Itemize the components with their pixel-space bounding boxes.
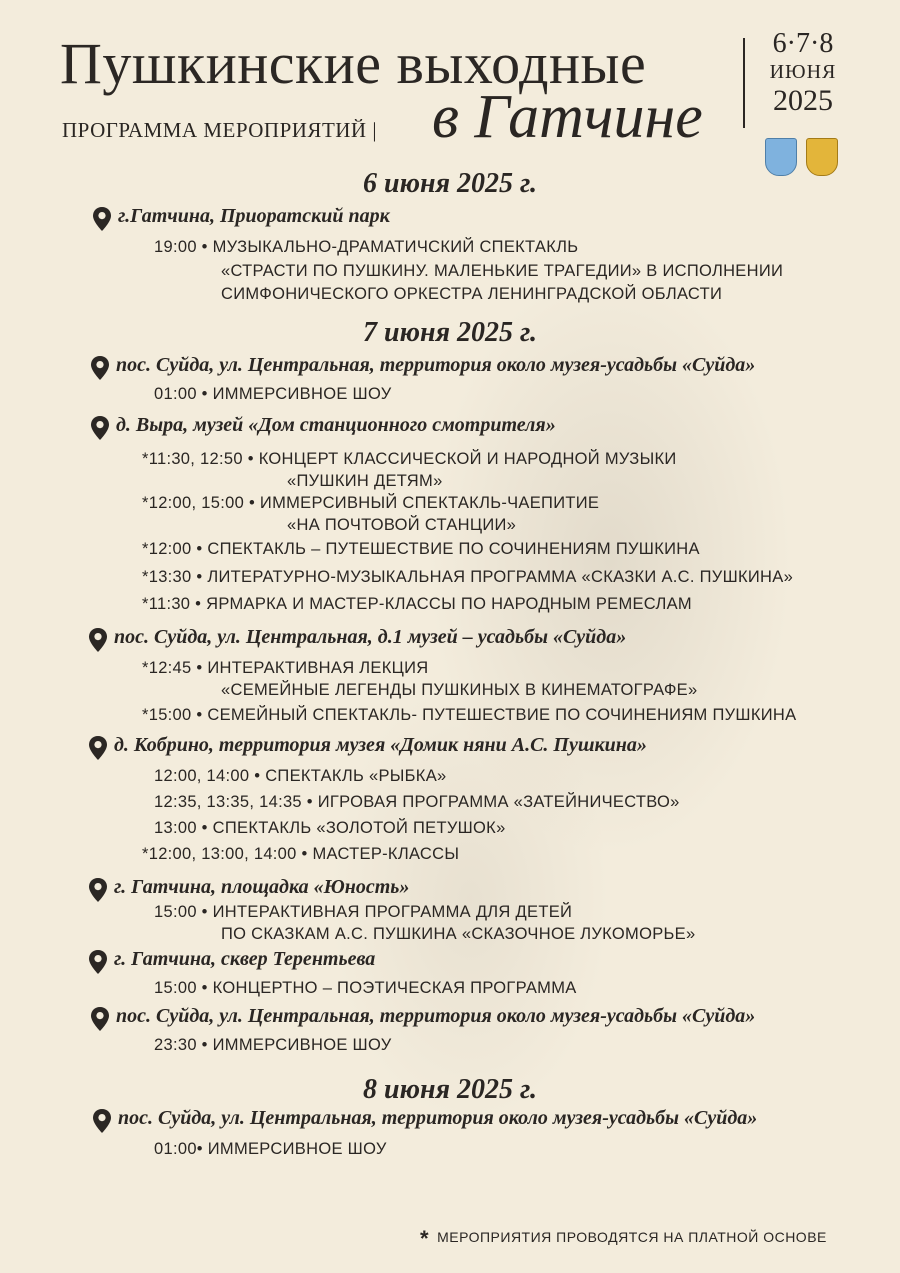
event-line: *12:00, 15:00 • ИММЕРСИВНЫЙ СПЕКТАКЛЬ-ЧАЕПИТИЕ — [142, 494, 600, 512]
venue-label: д. Кобрино, территория музея «Домик няни А.С. Пушкина» — [114, 734, 647, 756]
map-pin-icon — [90, 356, 110, 380]
map-pin-icon — [90, 416, 110, 440]
event-line: 13:00 • СПЕКТАКЛЬ «ЗОЛОТОЙ ПЕТУШОК» — [154, 819, 506, 837]
page-title: Пушкинские выходные — [60, 31, 647, 96]
event-line: *15:00 • СЕМЕЙНЫЙ СПЕКТАКЛЬ- ПУТЕШЕСТВИЕ ПО СОЧИНЕНИЯМ ПУШКИНА — [142, 706, 797, 724]
asterisk-icon: * — [420, 1226, 430, 1251]
venue-label: пос. Суйда, ул. Центральная, территория около музея-усадьбы «Суйда» — [116, 354, 756, 376]
event-line: 01:00 • ИММЕРСИВНОЕ ШОУ — [154, 385, 392, 403]
venue — [118, 205, 390, 228]
event-line: 12:35, 13:35, 14:35 • ИГРОВАЯ ПРОГРАММА «ЗАТЕЙНИЧЕСТВО» — [154, 793, 680, 811]
event-line: 12:00, 14:00 • СПЕКТАКЛЬ «РЫБКА» — [154, 767, 447, 785]
dates-year: 2025 — [773, 84, 833, 117]
dates-month: ИЮНЯ — [769, 61, 837, 83]
venue-label: г.Гатчина, Приоратский парк — [118, 205, 390, 227]
event-line: *13:30 • ЛИТЕРАТУРНО-МУЗЫКАЛЬНАЯ ПРОГРАММА «СКАЗКИ А.С. ПУШКИНА» — [142, 568, 794, 586]
event-line: 15:00 • КОНЦЕРТНО – ПОЭТИЧЕСКАЯ ПРОГРАММА — [154, 979, 577, 997]
day-heading: 8 июня 2025 г. — [363, 1074, 537, 1105]
venue-label: г. Гатчина, площадка «Юность» — [114, 876, 410, 898]
venue — [114, 948, 375, 971]
venue-label: пос. Суйда, ул. Центральная, д.1 музей – усадьбы «Суйда» — [114, 626, 627, 648]
festival-dates — [758, 30, 848, 116]
event-line: *11:30, 12:50 • КОНЦЕРТ КЛАССИЧЕСКОЙ И НАРОДНОЙ МУЗЫКИ — [142, 450, 677, 468]
event-line: *12:00, 13:00, 14:00 • МАСТЕР-КЛАССЫ — [142, 845, 460, 863]
event-line: 01:00• ИММЕРСИВНОЕ ШОУ — [154, 1140, 387, 1158]
map-pin-icon — [88, 736, 108, 760]
venue-label: г. Гатчина, сквер Терентьева — [114, 948, 376, 970]
day-heading: 6 июня 2025 г. — [363, 168, 537, 199]
event-line: 15:00 • ИНТЕРАКТИВНАЯ ПРОГРАММА ДЛЯ ДЕТЕЙ — [154, 903, 573, 921]
header-divider — [743, 38, 745, 128]
event-line: *12:45 • ИНТЕРАКТИВНАЯ ЛЕКЦИЯ — [142, 659, 429, 677]
venue-label: д. Выра, музей «Дом станционного смотрителя» — [116, 414, 556, 436]
dates-days: 6·7·8 — [772, 28, 834, 59]
venue — [118, 1107, 757, 1130]
venue — [116, 354, 755, 377]
footer-note — [420, 1226, 827, 1252]
event-line: ПО СКАЗКАМ А.С. ПУШКИНА «СКАЗОЧНОЕ ЛУКОМОРЬЕ» — [221, 925, 696, 943]
map-pin-icon — [92, 1109, 112, 1133]
venue-label: пос. Суйда, ул. Центральная, территория около музея-усадьбы «Суйда» — [118, 1107, 758, 1129]
event-line: «ПУШКИН ДЕТЯМ» — [287, 472, 443, 490]
day-heading: 7 июня 2025 г. — [363, 317, 537, 348]
event-line: 23:30 • ИММЕРСИВНОЕ ШОУ — [154, 1036, 392, 1054]
footer-note-text: МЕРОПРИЯТИЯ ПРОВОДЯТСЯ НА ПЛАТНОЙ ОСНОВЕ — [437, 1229, 827, 1245]
venue — [116, 414, 556, 437]
script-title: в Гатчине — [432, 83, 703, 151]
map-pin-icon — [88, 628, 108, 652]
map-pin-icon — [88, 878, 108, 902]
map-pin-icon — [92, 207, 112, 231]
venue-label: пос. Суйда, ул. Центральная, территория около музея-усадьбы «Суйда» — [116, 1005, 756, 1027]
event-line: «СЕМЕЙНЫЕ ЛЕГЕНДЫ ПУШКИНЫХ В КИНЕМАТОГРАФЕ» — [221, 681, 698, 699]
venue — [114, 876, 409, 899]
event-line: *11:30 • ЯРМАРКА И МАСТЕР-КЛАССЫ ПО НАРОДНЫМ РЕМЕСЛАМ — [142, 595, 692, 613]
event-line: СИМФОНИЧЕСКОГО ОРКЕСТРА ЛЕНИНГРАДСКОЙ ОБЛАСТИ — [221, 285, 723, 303]
venue — [114, 626, 626, 649]
event-line: *12:00 • СПЕКТАКЛЬ – ПУТЕШЕСТВИЕ ПО СОЧИНЕНИЯМ ПУШКИНА — [142, 540, 700, 558]
map-pin-icon — [90, 1007, 110, 1031]
event-line: «НА ПОЧТОВОЙ СТАНЦИИ» — [287, 516, 517, 534]
venue — [116, 1005, 755, 1028]
map-pin-icon — [88, 950, 108, 974]
event-line: «СТРАСТИ ПО ПУШКИНУ. МАЛЕНЬКИЕ ТРАГЕДИИ» В ИСПОЛНЕНИИ — [221, 262, 784, 280]
event-line: 19:00 • МУЗЫКАЛЬНО-ДРАМАТИЧСКИЙ СПЕКТАКЛЬ — [154, 238, 579, 256]
venue — [114, 734, 647, 757]
page-subtitle: ПРОГРАММА МЕРОПРИЯТИЙ | — [62, 118, 378, 142]
